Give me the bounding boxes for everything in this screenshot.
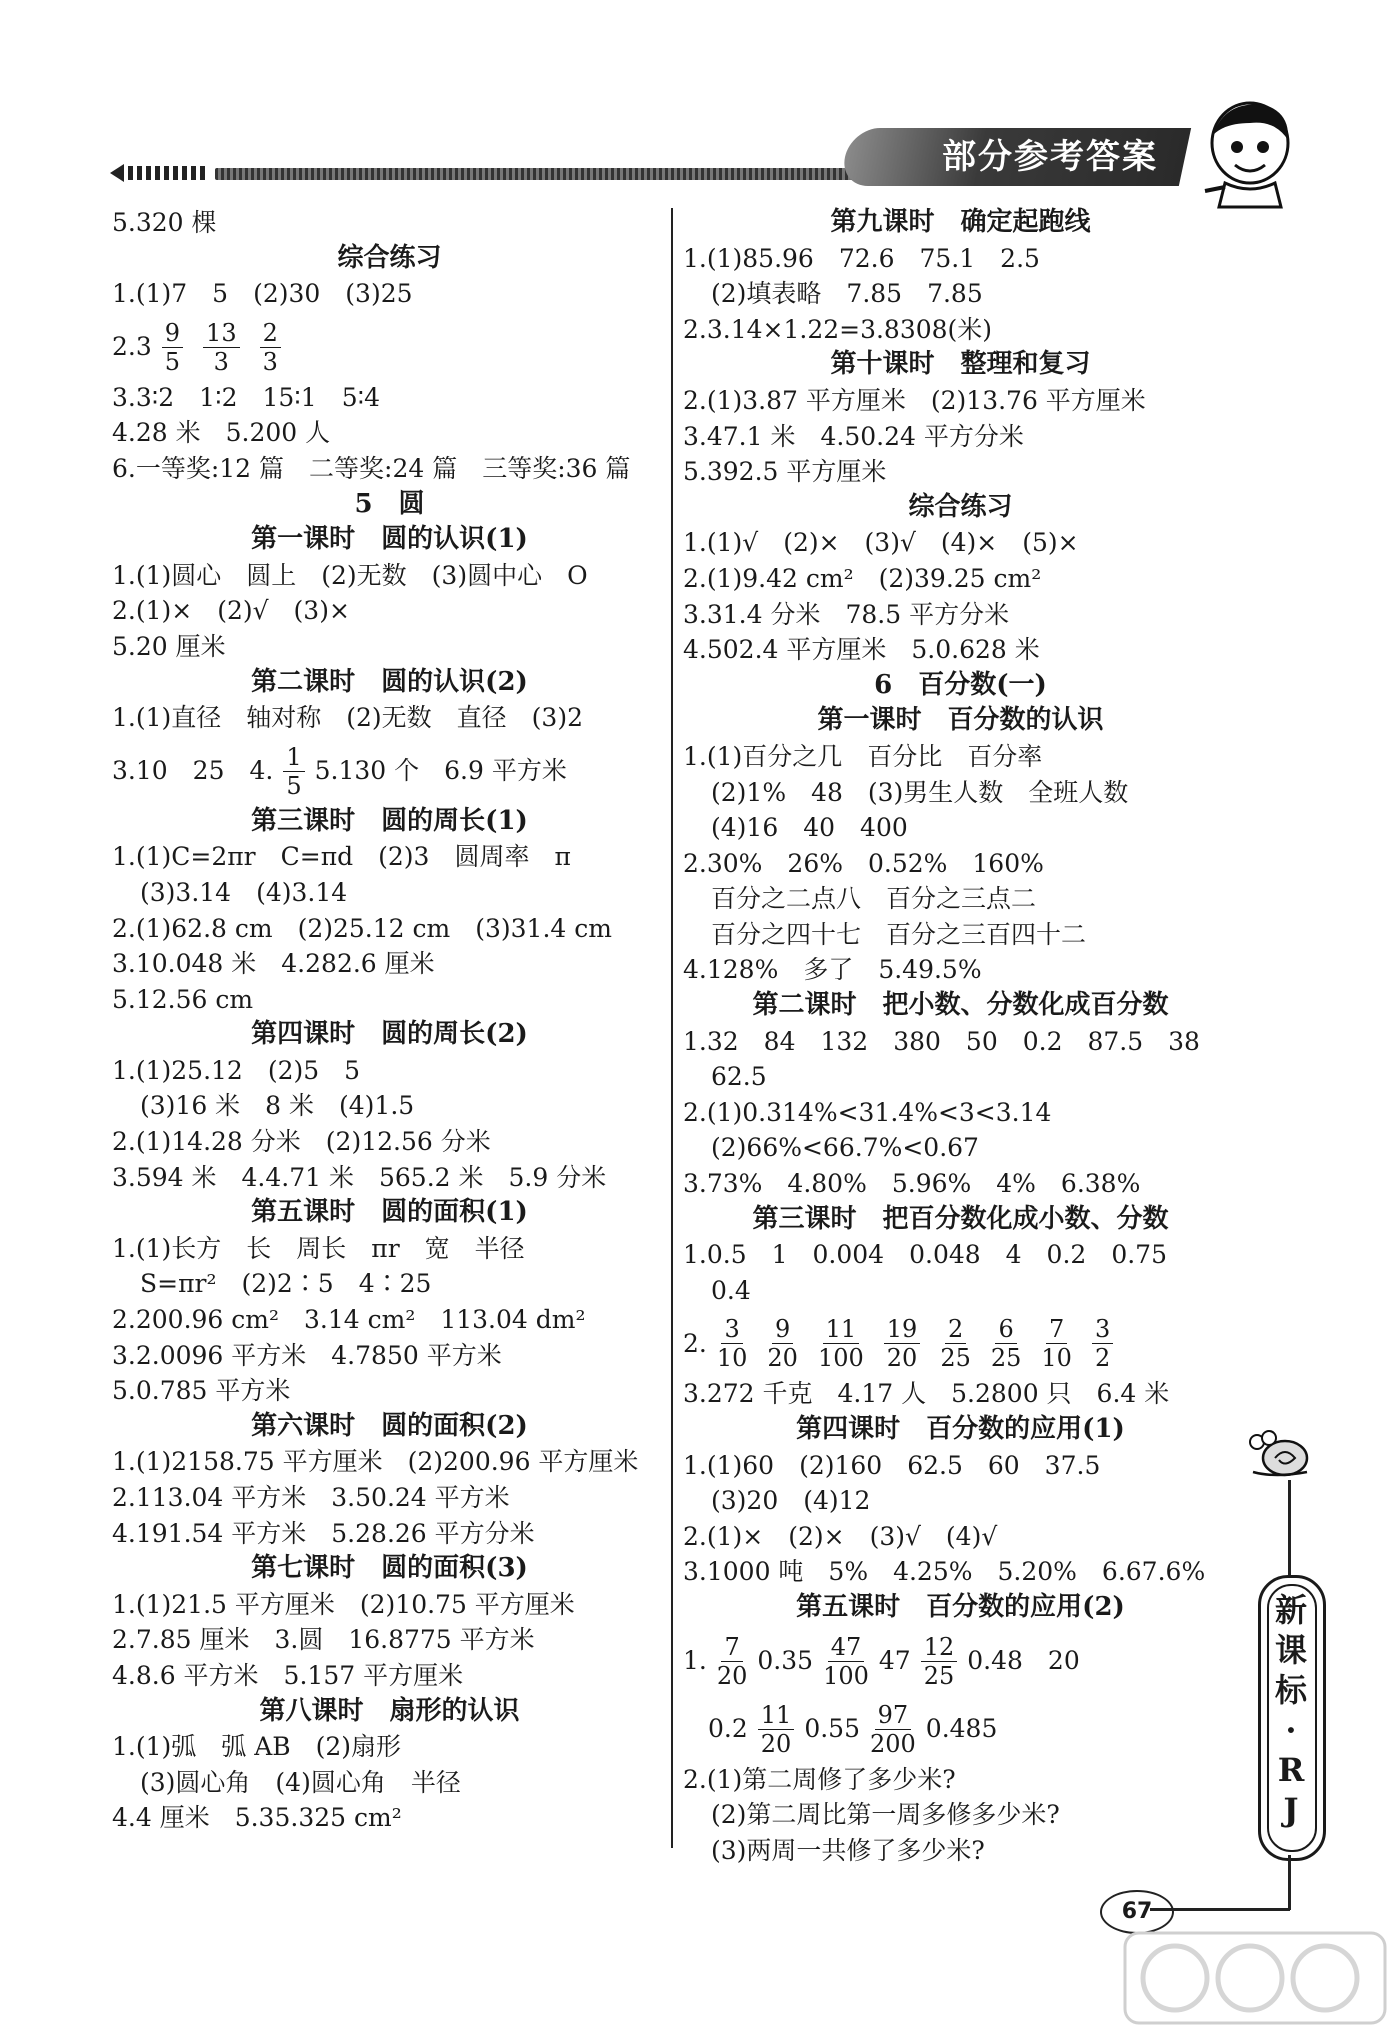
answer-line: 62.5	[711, 1062, 767, 1092]
fraction	[1092, 1315, 1113, 1372]
fraction-numerator: 1	[283, 743, 304, 772]
answer-line: (3)圆心角 (4)圆心角 半径	[140, 1767, 461, 1797]
answer-line: 2.113.04 平方米 3.50.24 平方米	[112, 1483, 510, 1512]
section-heading: 第八课时 扇形的认识	[259, 1695, 520, 1726]
section-heading: 第四课时 圆的周长(2)	[251, 1019, 528, 1050]
fraction-numerator: 6	[995, 1315, 1016, 1344]
answer-line: 1.(1)25.12 (2)5 5	[112, 1055, 361, 1085]
section-heading: 5 圆	[354, 488, 425, 519]
answer-text: 47	[878, 1646, 911, 1676]
answer-line: 1.32 84 132 380 50 0.2 87.5 38	[683, 1026, 1200, 1056]
fraction	[717, 1315, 748, 1372]
section-heading: 第一课时 圆的认识(1)	[251, 524, 528, 555]
answer-line: 1.(1)长方 长 周长 πr 宽 半径	[112, 1233, 525, 1263]
fraction-numerator: 9	[772, 1315, 793, 1344]
snail-icon	[1245, 1420, 1315, 1480]
answer-line: 3.10.048 米 4.282.6 厘米	[112, 949, 435, 979]
answer-line: 1.(1)C=2πr C=πd (2)3 圆周率 π	[112, 842, 571, 872]
answer-line: (3)两周一共修了多少米?	[711, 1835, 985, 1865]
section-heading: 第四课时 百分数的应用(1)	[796, 1414, 1125, 1444]
answer-line: 1.(1)弧 弧 AB (2)扇形	[112, 1732, 402, 1762]
fraction-numerator: 47	[828, 1633, 865, 1662]
answer-line: 2.200.96 cm² 3.14 cm² 113.04 dm²	[112, 1305, 586, 1335]
page-number: 67	[1100, 1890, 1174, 1934]
answer-line: 1.(1)21.5 平方厘米 (2)10.75 平方厘米	[112, 1589, 575, 1619]
fraction	[991, 1315, 1022, 1372]
fraction-denominator: 10	[1041, 1344, 1072, 1373]
fraction	[921, 1633, 958, 1690]
answer-line: 1.(1)85.96 72.6 75.1 2.5	[683, 243, 1040, 273]
section-heading: 第六课时 圆的面积(2)	[251, 1410, 528, 1441]
fraction	[884, 1315, 921, 1372]
fraction	[767, 1315, 798, 1372]
answer-line: S=πr² (2)2∶5 4∶25	[140, 1269, 432, 1299]
fraction-numerator: 11	[823, 1315, 860, 1344]
fraction	[162, 319, 183, 376]
fraction-numerator: 7	[1046, 1315, 1067, 1344]
answer-line: 5.392.5 平方厘米	[683, 457, 887, 487]
fraction	[818, 1315, 864, 1372]
answer-text: 0.48 20	[967, 1646, 1080, 1676]
answer-line: 6.一等奖:12 篇 二等奖:24 篇 三等奖:36 篇	[112, 453, 631, 483]
left-column	[112, 205, 667, 1836]
column-divider	[671, 208, 673, 1848]
answer-line: 1.(1)7 5 (2)30 (3)25	[112, 279, 413, 309]
side-tab-label	[1263, 1590, 1319, 1830]
side-char: R	[1277, 1751, 1305, 1789]
section-heading: 第二课时 把小数、分数化成百分数	[752, 990, 1169, 1021]
right-column	[683, 205, 1238, 1868]
answer-line: 3.594 米 4.4.71 米 565.2 米 5.9 分米	[112, 1162, 607, 1192]
answer-line: 2.(1)第二周修了多少米?	[683, 1764, 956, 1794]
fraction-denominator: 25	[940, 1344, 971, 1373]
fraction-numerator: 2	[945, 1315, 966, 1344]
side-char: 课	[1274, 1631, 1307, 1669]
side-char: J	[1283, 1791, 1299, 1829]
answer-line: 3.3∶2 1∶2 15∶1 5∶4	[112, 382, 381, 412]
fraction-numerator: 19	[884, 1315, 921, 1344]
answer-text: 3.10 25 4.	[112, 756, 274, 786]
answer-line: 2.(1)× (2)√ (3)×	[112, 596, 350, 626]
answer-text: 0.2	[683, 1714, 748, 1744]
answer-text: 2.3	[112, 332, 152, 362]
fraction-denominator: 25	[923, 1661, 955, 1690]
answer-text: 2.	[683, 1328, 707, 1358]
answer-line: 2.7.85 厘米 3.圆 16.8775 平方米	[112, 1625, 535, 1655]
fraction	[260, 319, 281, 376]
fraction-denominator: 3	[262, 347, 278, 376]
page-header	[0, 0, 1400, 200]
answer-line: 5.0.785 平方米	[112, 1376, 291, 1406]
answer-line: 5.320 棵	[112, 208, 217, 237]
answer-line: 3.1000 吨 5% 4.25% 5.20% 6.67.6%	[683, 1557, 1206, 1587]
answer-text: 0.485	[925, 1714, 998, 1744]
answer-line: 2.(1)9.42 cm² (2)39.25 cm²	[683, 563, 1042, 593]
fraction-denominator: 100	[823, 1661, 869, 1690]
answer-line: 4.502.4 平方厘米 5.0.628 米	[683, 635, 1040, 665]
answer-line	[683, 1626, 1238, 1694]
answer-text: 0.55	[804, 1714, 860, 1744]
tab-stem	[1288, 1480, 1291, 1575]
answer-line: 2.(1)3.87 平方厘米 (2)13.76 平方厘米	[683, 385, 1146, 415]
answer-line: 1.(1)百分之几 百分比 百分率	[683, 741, 1043, 771]
fraction	[283, 743, 304, 800]
fraction-denominator: 5	[286, 771, 302, 800]
fraction-denominator: 200	[869, 1729, 916, 1758]
fraction-denominator: 5	[164, 347, 181, 376]
section-heading: 第七课时 圆的面积(3)	[251, 1553, 528, 1584]
section-heading: 综合练习	[908, 491, 1013, 522]
section-heading: 第九课时 确定起跑线	[830, 207, 1091, 237]
answer-line: 2.3.14×1.22=3.8308(米)	[683, 314, 993, 344]
answer-line: 3.73% 4.80% 5.96% 4% 6.38%	[683, 1169, 1141, 1199]
answer-line: (3)16 米 8 米 (4)1.5	[140, 1091, 415, 1121]
arrow-deco-icon	[110, 162, 220, 184]
fraction	[203, 319, 240, 376]
answer-text: 0.35	[757, 1646, 814, 1676]
answer-line: 1.0.5 1 0.004 0.048 4 0.2 0.75	[683, 1240, 1167, 1270]
boy-mascot-icon	[1195, 95, 1305, 210]
fraction-numerator: 13	[203, 319, 240, 348]
answer-line: (2)1% 48 (3)男生人数 全班人数	[711, 777, 1129, 807]
side-char: 新	[1274, 1591, 1307, 1629]
answer-line: (2)第二周比第一周多修多少米?	[711, 1800, 1060, 1830]
fraction-numerator: 3	[721, 1315, 742, 1344]
answer-line: 0.4	[711, 1275, 751, 1305]
header-title: 部分参考答案	[942, 137, 1158, 177]
fraction-denominator: 20	[767, 1344, 798, 1373]
answer-line	[683, 1694, 1238, 1762]
fraction-denominator: 20	[886, 1344, 918, 1373]
answer-line	[112, 312, 667, 380]
answer-line: 1.(1)√ (2)× (3)√ (4)× (5)×	[683, 528, 1079, 558]
answer-line: 3.272 千克 4.17 人 5.2800 只 6.4 米	[683, 1379, 1170, 1409]
answer-line	[683, 1308, 1238, 1376]
answer-line: (4)16 40 400	[711, 813, 908, 843]
section-heading: 第三课时 圆的周长(1)	[251, 805, 528, 836]
answer-line: 3.2.0096 平方米 4.7850 平方米	[112, 1340, 502, 1370]
answer-line: (3)3.14 (4)3.14	[140, 877, 348, 907]
answer-line: 1.(1)2158.75 平方厘米 (2)200.96 平方厘米	[112, 1447, 639, 1477]
fraction-denominator: 3	[213, 347, 229, 376]
answer-line: 5.12.56 cm	[112, 984, 254, 1014]
section-heading: 6 百分数(一)	[874, 669, 1047, 700]
fraction-numerator: 97	[875, 1701, 912, 1730]
fraction	[940, 1315, 971, 1372]
watermark-logo-icon	[1120, 1928, 1390, 2028]
fraction	[1041, 1315, 1072, 1372]
answer-line: 3.31.4 分米 78.5 平方分米	[683, 599, 1010, 629]
answer-text: 5.130 个 6.9 平方米	[314, 756, 567, 786]
answer-line: 4.4 厘米 5.35.325 cm²	[112, 1803, 402, 1833]
fraction	[823, 1633, 869, 1690]
fraction-numerator: 12	[921, 1633, 958, 1662]
fraction-denominator: 2	[1094, 1344, 1111, 1373]
answer-text: 1.	[683, 1646, 707, 1676]
answer-line: 1.(1)60 (2)160 62.5 60 37.5	[683, 1450, 1101, 1480]
fraction	[758, 1701, 795, 1758]
fraction-numerator: 7	[721, 1633, 742, 1662]
answer-line: 1.(1)直径 轴对称 (2)无数 直径 (3)2	[112, 703, 583, 733]
fraction-denominator: 10	[716, 1344, 748, 1373]
answer-line: 4.28 米 5.200 人	[112, 418, 331, 448]
section-heading: 第三课时 把百分数化成小数、分数	[752, 1203, 1169, 1234]
section-heading: 第一课时 百分数的认识	[817, 705, 1104, 736]
tab-stem	[1288, 1855, 1291, 1910]
section-heading: 第二课时 圆的认识(2)	[251, 666, 528, 697]
section-heading: 第十课时 整理和复习	[830, 349, 1091, 380]
answer-line: (2)填表略 7.85 7.85	[711, 279, 983, 309]
fraction-denominator: 20	[760, 1729, 792, 1758]
side-char: 标	[1274, 1671, 1307, 1709]
fraction-denominator: 100	[817, 1344, 864, 1373]
side-char: ·	[1285, 1711, 1297, 1749]
answer-line: (2)66%<66.7%<0.67	[711, 1133, 979, 1163]
answer-line: 4.8.6 平方米 5.157 平方厘米	[112, 1660, 464, 1690]
answer-line: 4.128% 多了 5.49.5%	[683, 955, 982, 985]
section-heading: 第五课时 百分数的应用(2)	[796, 1591, 1125, 1622]
section-heading: 第五课时 圆的面积(1)	[251, 1197, 528, 1228]
fraction	[717, 1633, 748, 1690]
answer-line: 2.(1)62.8 cm (2)25.12 cm (3)31.4 cm	[112, 913, 612, 943]
answer-line: 1.(1)圆心 圆上 (2)无数 (3)圆中心 O	[112, 560, 588, 590]
fraction	[870, 1701, 916, 1758]
answer-line	[112, 736, 667, 804]
answer-line: 3.47.1 米 4.50.24 平方分米	[683, 421, 1024, 451]
fraction-denominator: 25	[990, 1344, 1022, 1373]
answer-line: 2.30% 26% 0.52% 160%	[683, 848, 1044, 878]
fraction-numerator: 9	[162, 319, 183, 348]
fraction-denominator: 20	[716, 1661, 748, 1690]
answer-line: 百分之四十七 百分之三百四十二	[711, 919, 1087, 949]
answer-line: 2.(1)14.28 分米 (2)12.56 分米	[112, 1127, 491, 1157]
answer-line: 2.(1)× (2)× (3)√ (4)√	[683, 1521, 998, 1551]
answer-line: (3)20 (4)12	[711, 1486, 871, 1516]
answer-line: 5.20 厘米	[112, 631, 226, 661]
answer-line: 百分之二点八 百分之三点二	[711, 884, 1037, 914]
section-heading: 综合练习	[337, 242, 442, 273]
fraction-numerator: 3	[1092, 1315, 1113, 1344]
answer-line: 4.191.54 平方米 5.28.26 平方分米	[112, 1518, 535, 1548]
fraction-numerator: 11	[758, 1701, 795, 1730]
fraction-numerator: 2	[260, 319, 281, 348]
answer-line: 2.(1)0.314%<31.4%<3<3.14	[683, 1097, 1052, 1127]
